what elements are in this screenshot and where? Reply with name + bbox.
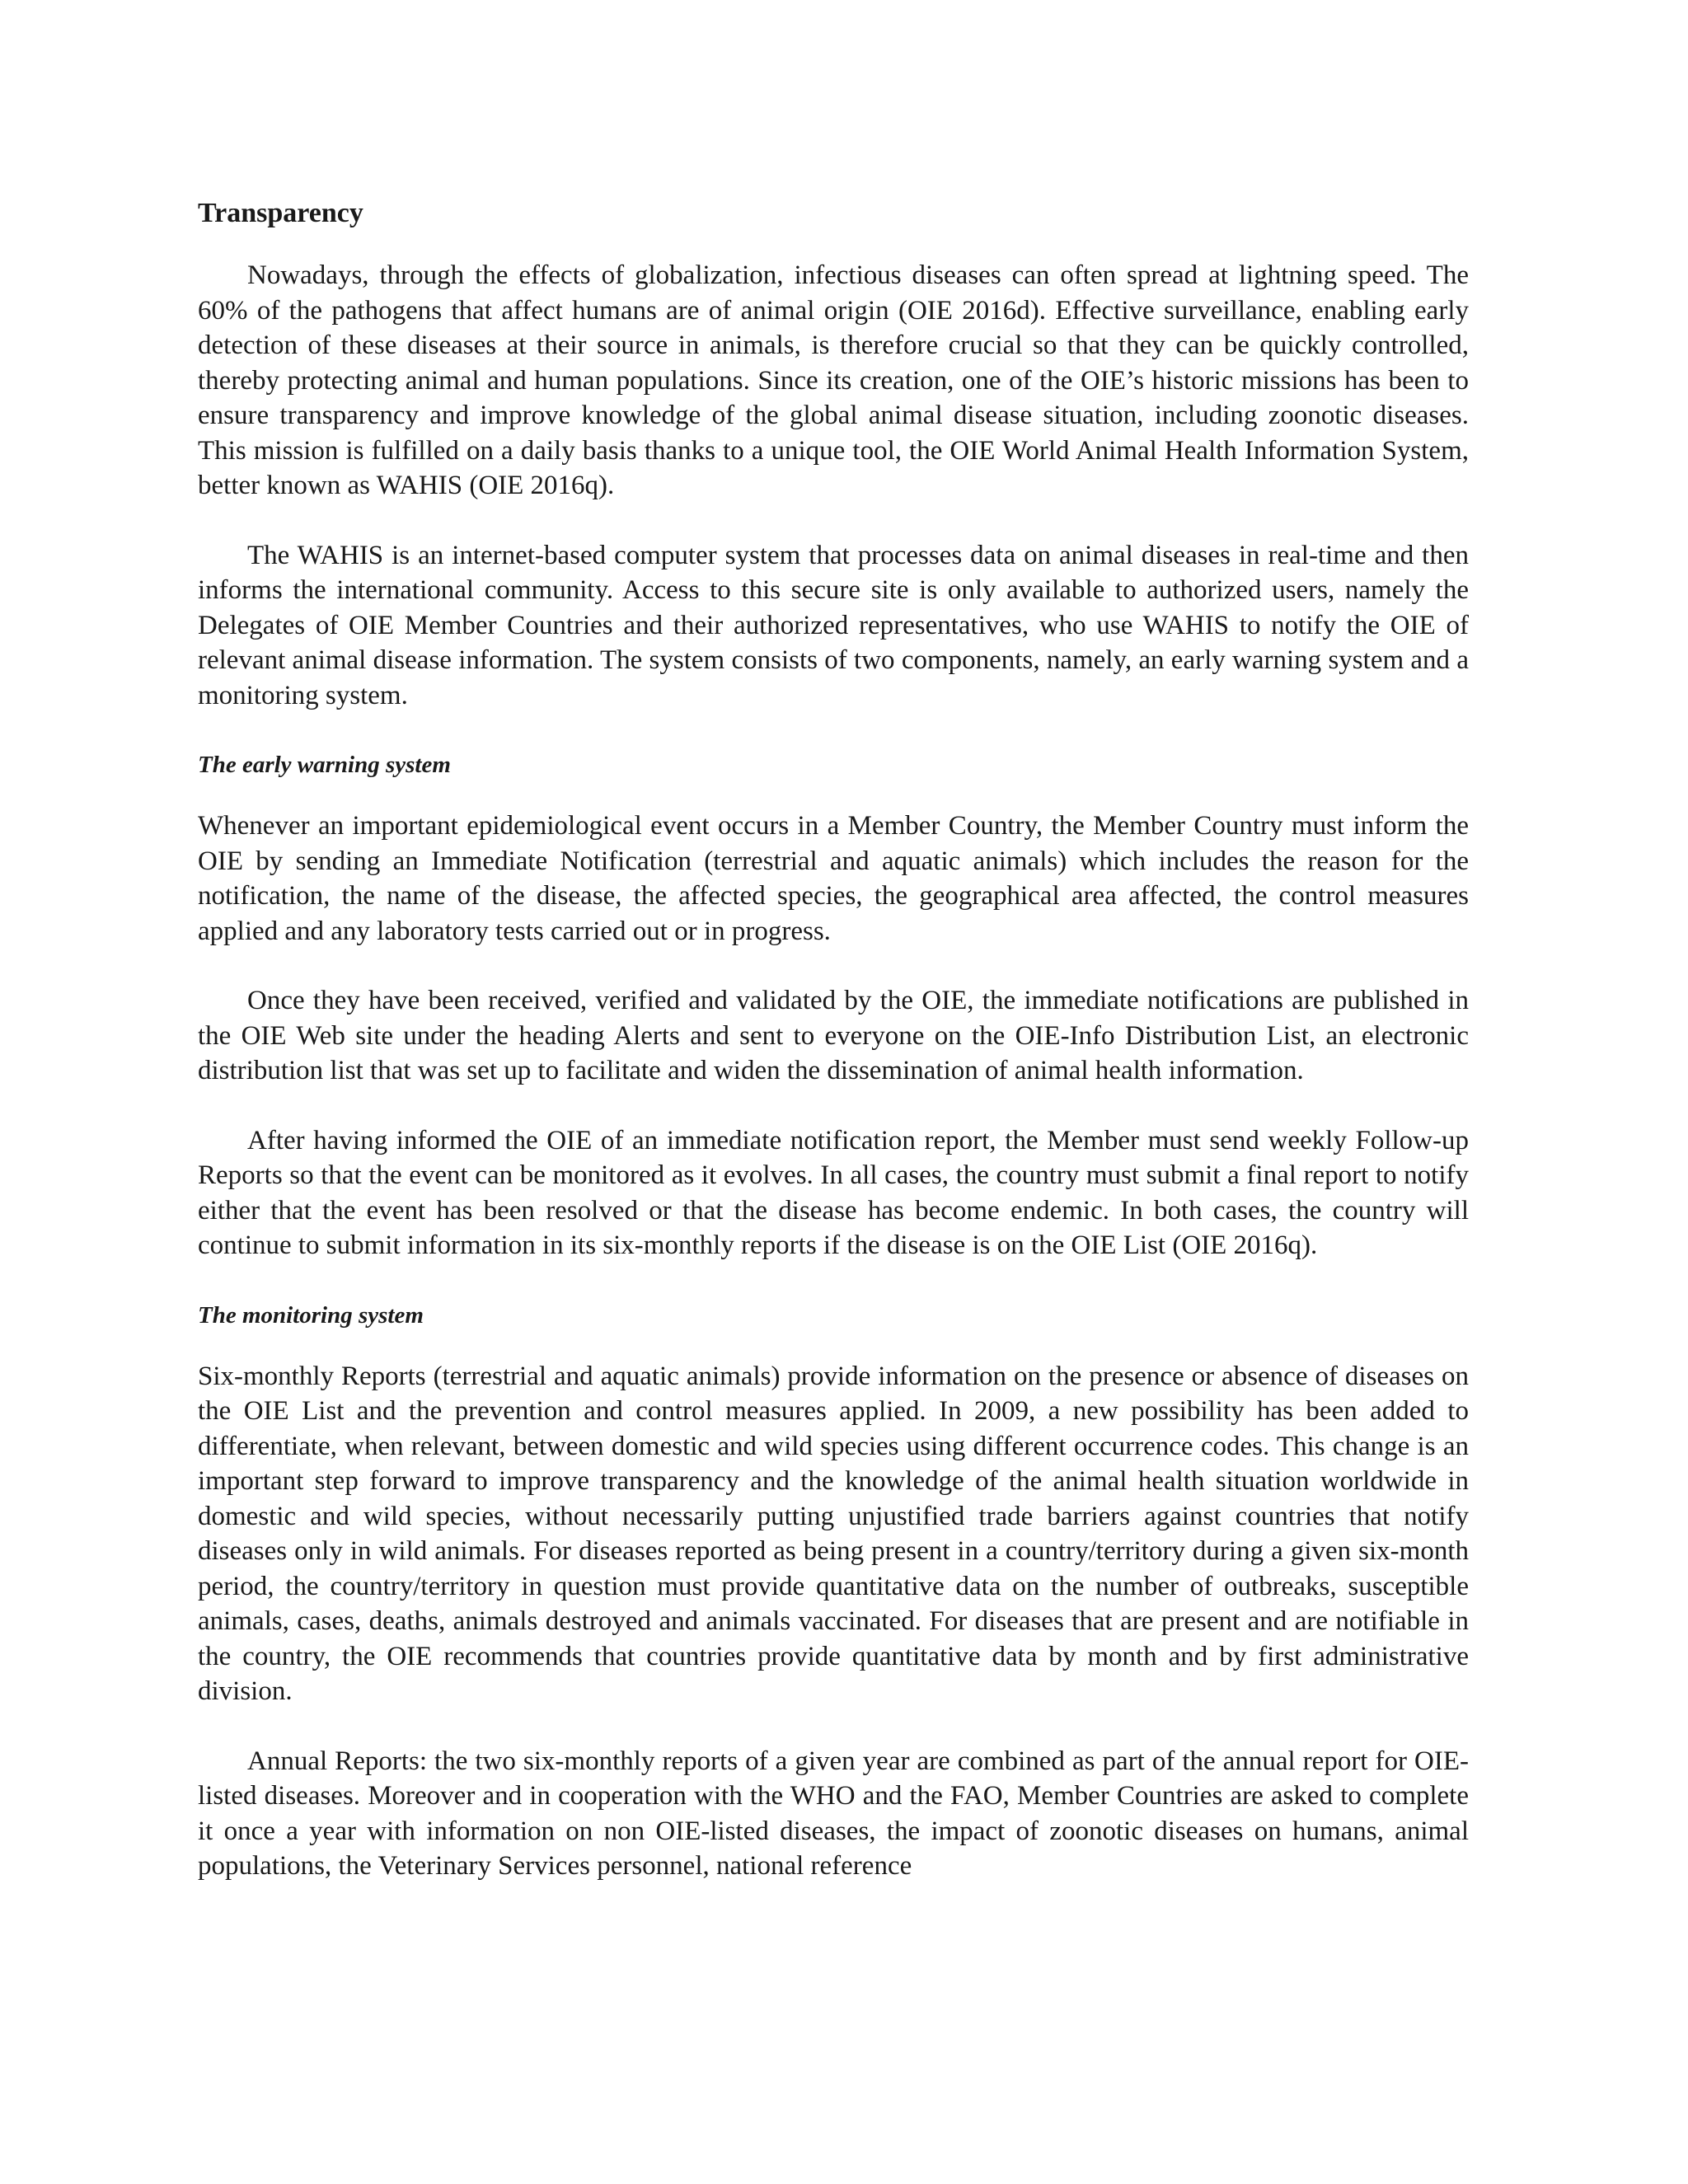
paragraph-follow-up-reports: After having informed the OIE of an immediate notification report, the Member must send weekly Follow-up Reports so that the event can be monitored as it evolves. In all cases, the country must submit a final report to notify either that the event has been resolved or that the disease has become endemic. In both cases, the country will continue to submit information in its six-monthly reports if the disease is on the OIE List (OIE 2016q). bbox=[198, 1125, 1469, 1260]
document-page bbox=[198, 196, 1469, 1884]
monitoring-subheading: The monitoring system bbox=[198, 1301, 424, 1329]
paragraph-annual-reports: Annual Reports: the two six-monthly reports of a given year are combined as part of the annual report for OIE-listed diseases. Moreover and in cooperation with the WHO and the FAO, Member Countries are asked to complete it once a year with information on non OIE-listed diseases, the impact of zoonotic diseases on humans, animal populations, the Veterinary Services personnel, national reference bbox=[198, 1746, 1469, 1881]
paragraph-immediate-notification: Whenever an important epidemiological event occurs in a Member Country, the Member Country must inform the OIE by sending an Immediate Notification (terrestrial and aquatic animals) which includes the reason for the notification, the name of the disease, the affected species, the geographical area affected, the control measures applied and any laboratory tests carried out or in progress. bbox=[198, 811, 1469, 946]
section-heading: Transparency bbox=[198, 198, 363, 228]
paragraph-alerts-publication: Once they have been received, verified and validated by the OIE, the immediate notifications are published in the OIE Web site under the heading Alerts and sent to everyone on the OIE-Info Distribution List, an electronic distribution list that was set up to facilitate and widen the dissemination of animal health information. bbox=[198, 986, 1469, 1085]
paragraph-globalization: Nowadays, through the effects of globalization, infectious diseases can often spread at lightning speed. The 60% of the pathogens that affect humans are of animal origin (OIE 2016d). Effective surveillance, enabling early detection of these diseases at their source in animals, is therefore crucial so that they can be quickly controlled, thereby protecting animal and human populations. Since its creation, one of the OIE’s historic missions has been to ensure transparency and improve knowledge of the global animal disease situation, including zoonotic diseases. This mission is fulfilled on a daily basis thanks to a unique tool, the OIE World Animal Health Information System, better known as WAHIS (OIE 2016q). bbox=[198, 260, 1469, 500]
early-warning-subheading: The early warning system bbox=[198, 752, 451, 778]
paragraph-wahis-overview: The WAHIS is an internet-based computer system that processes data on animal diseases in real-time and then informs the international community. Access to this secure site is only available to authorized users, namely the Delegates of OIE Member Countries and their authorized representatives, who use WAHIS to notify the OIE of relevant animal disease information. The system consists of two components, namely, an early warning system and a monitoring system. bbox=[198, 540, 1469, 710]
paragraph-six-monthly-reports: Six-monthly Reports (terrestrial and aquatic animals) provide information on the presence or absence of diseases on the OIE List and the prevention and control measures applied. In 2009, a new possibility has been added to differentiate, when relevant, between domestic and wild species using different occurrence codes. This change is an important step forward to improve transparency and the knowledge of the animal health situation worldwide in domestic and wild species, without necessarily putting unjustified trade barriers against countries that notify diseases only in wild animals. For diseases reported as being present in a country/territory during a given six-month period, the country/territory in question must provide quantitative data on the number of outbreaks, susceptible animals, cases, deaths, animals destroyed and animals vaccinated. For diseases that are present and are notifiable in the country, the OIE recommends that countries provide quantitative data by month and by first administrative division. bbox=[198, 1361, 1469, 1706]
